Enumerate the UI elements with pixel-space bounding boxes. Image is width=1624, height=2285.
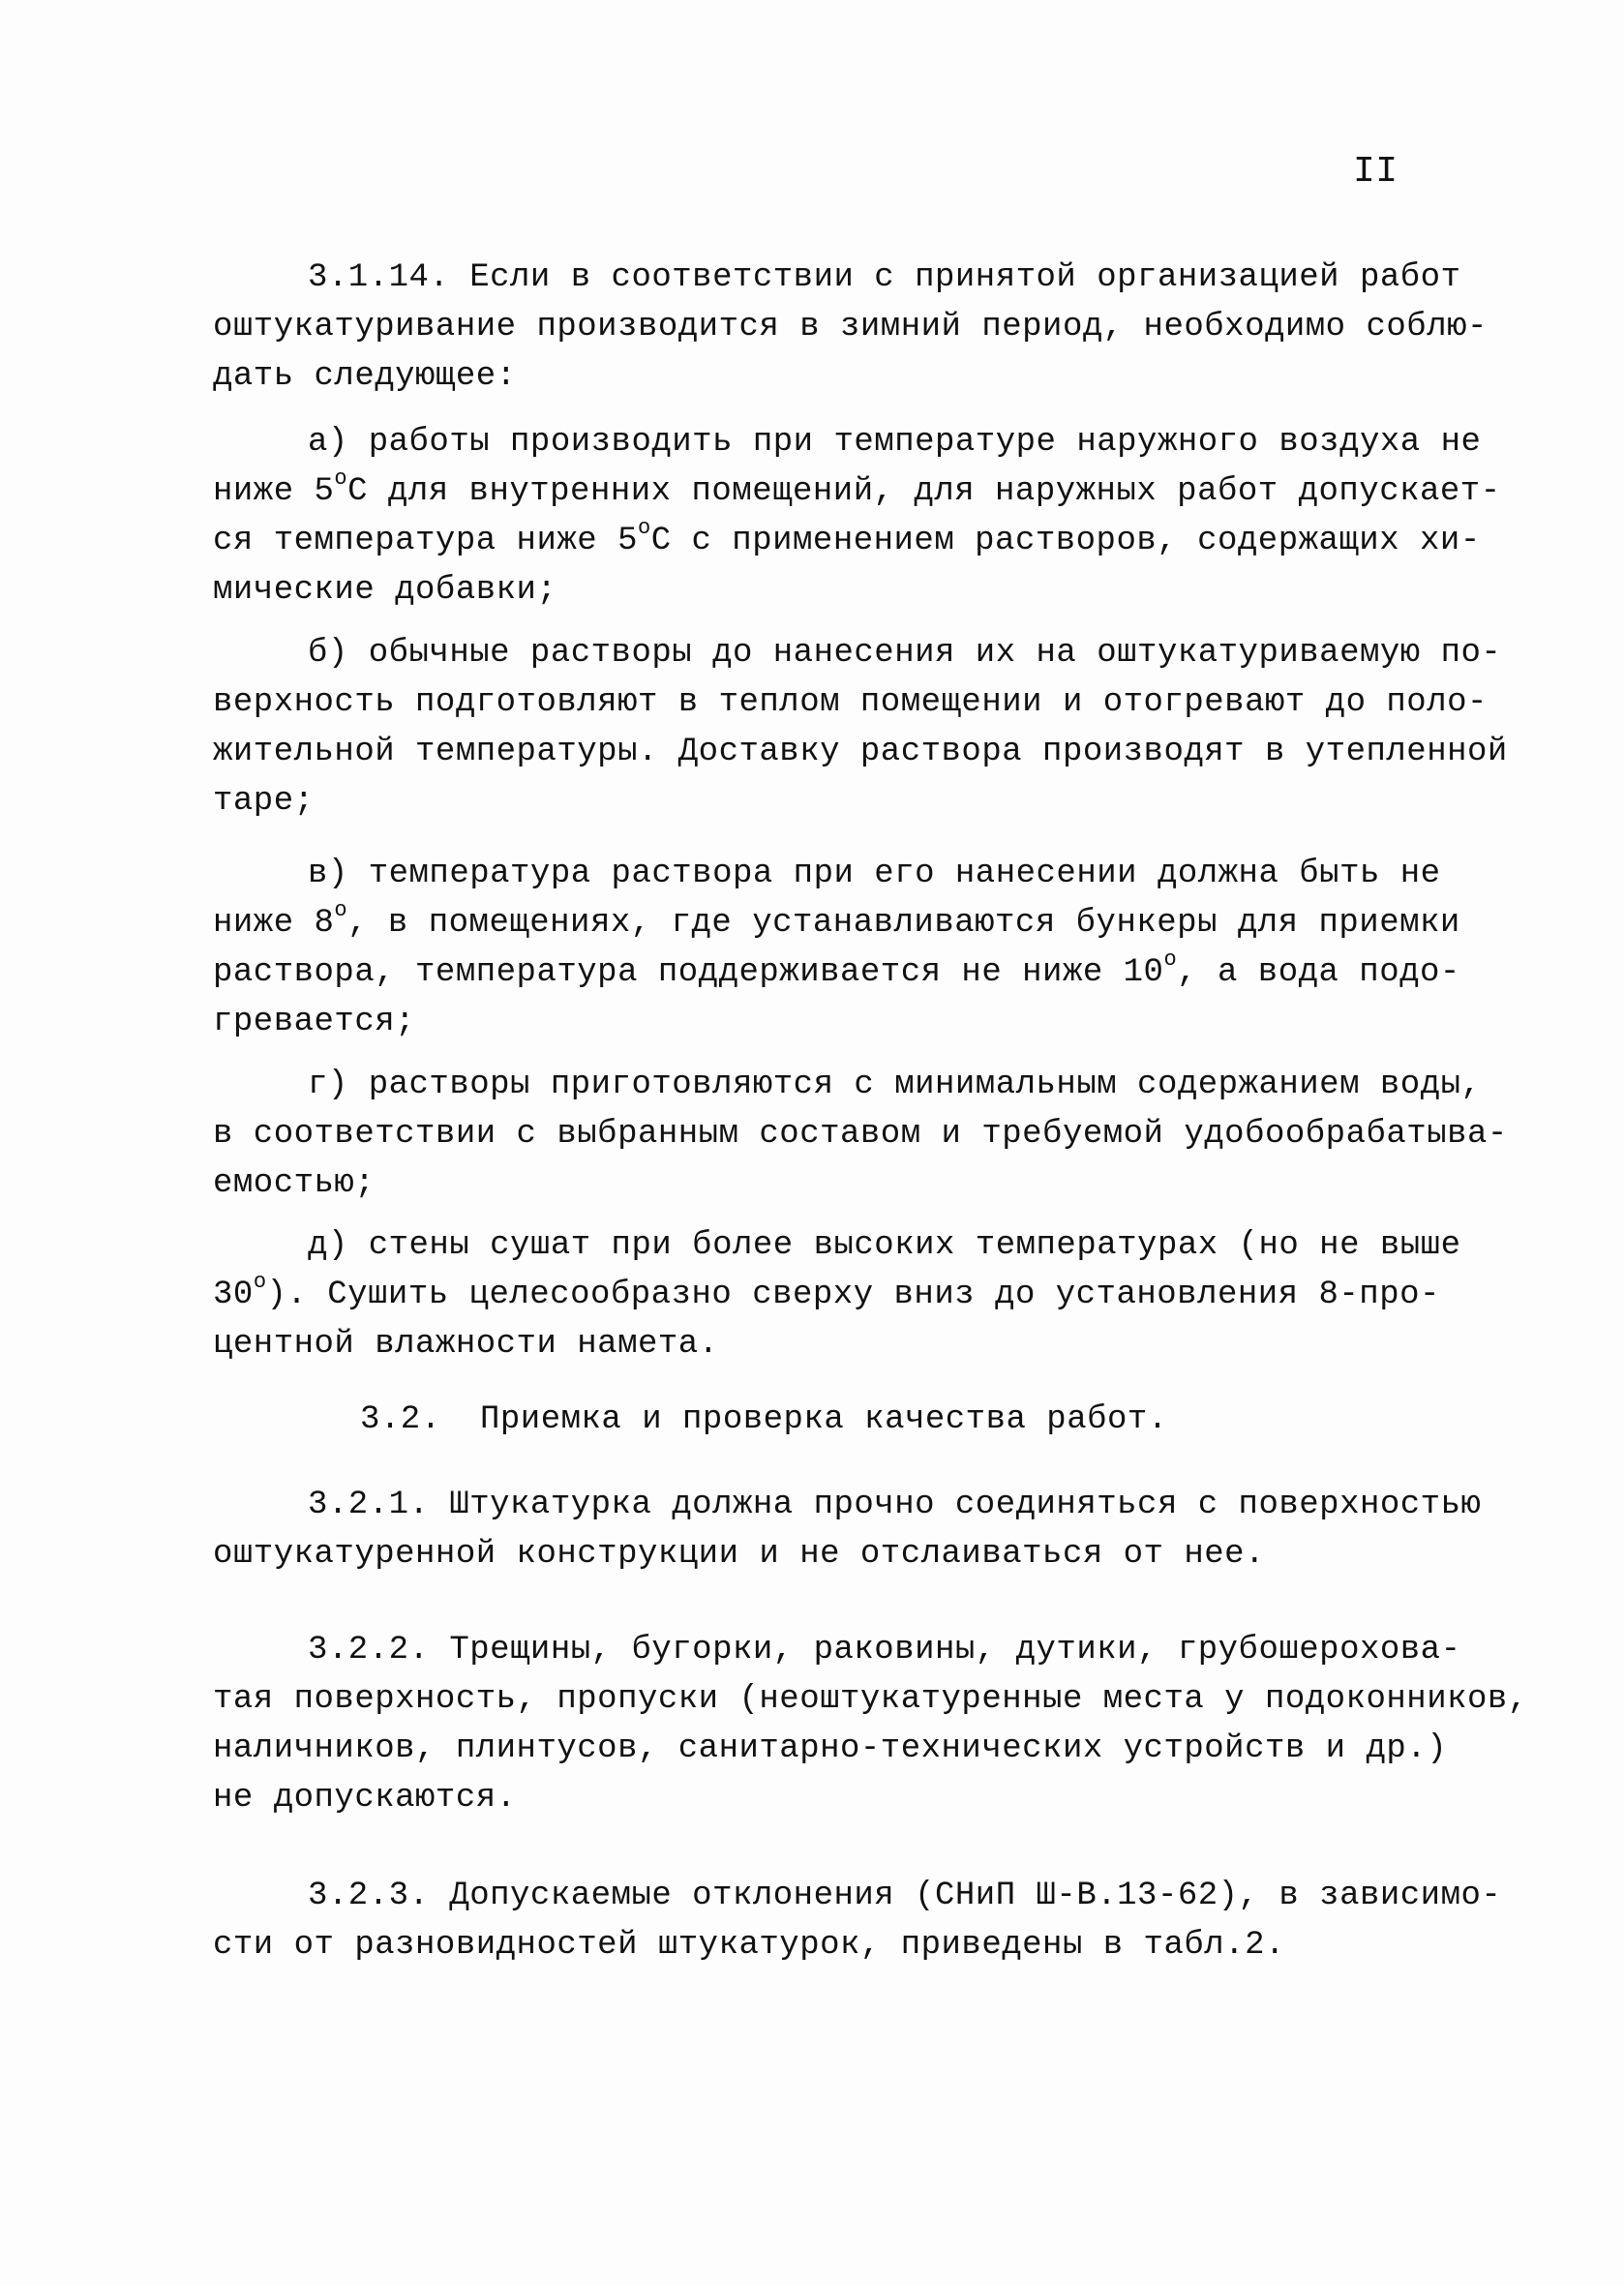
text-line: наличников, плинтусов, санитарно-технических устройств и др.) (213, 1730, 1448, 1767)
paragraph-3-2-3 (213, 1872, 1502, 1970)
text-line: 3.1.14. Если в соответствии с принятой организацией работ (308, 259, 1461, 296)
text-line: тая поверхность, пропуски (неоштукатуренные места у подоконников, (213, 1681, 1528, 1718)
paragraph-item-b (213, 629, 1508, 827)
text-line: 3.2.3. Допускаемые отклонения (СНиП Ш-В.13-62), в зависимо- (308, 1878, 1502, 1914)
text-line: емостью; (213, 1165, 376, 1202)
text-line: г) растворы приготовляются с минимальным содержанием воды, (308, 1067, 1482, 1103)
section-title: Приемка и проверка качества работ. (480, 1401, 1168, 1438)
text-line: а) работы производить при температуре наружного воздуха не (308, 424, 1482, 461)
degree-mark: о (334, 897, 348, 922)
page-number: II (1353, 151, 1398, 193)
degree-mark: о (334, 466, 348, 491)
text-line: гревается; (213, 1004, 416, 1040)
text-line: $30^о$). Сушить целесообразно сверху вниз до установления 8-про- (213, 1269, 1440, 1313)
paragraph-3-1-14 (213, 254, 1488, 402)
degree-mark: о (637, 515, 651, 540)
text-line: б) обычные растворы до нанесения их на оштукатуриваемую по- (308, 635, 1502, 672)
text-line: в) температура раствора при его нанесении должна быть не (308, 856, 1441, 892)
text-line: оштукатуренной конструкции и не отслаиваться от нее. (213, 1536, 1265, 1573)
text-line: жительной температуры. Доставку раствора производят в утепленной (213, 734, 1508, 770)
degree-mark: о (253, 1269, 267, 1294)
paragraph-item-d (213, 1221, 1461, 1369)
paragraph-item-a (213, 418, 1501, 616)
paragraph-3-2-1 (213, 1481, 1482, 1579)
text-line: раствора, температура поддерживается не ниже $10^о$, а вода подо- (213, 947, 1460, 991)
text-line: в соответствии с выбранным составом и требуемой удобообрабатыва- (213, 1116, 1508, 1153)
paragraph-3-2-2 (213, 1626, 1528, 1823)
text-line: дать следующее: (213, 358, 517, 395)
paragraph-item-v (213, 850, 1460, 1047)
text-line: ниже $8^о$, в помещениях, где устанавливаются бункеры для приемки (213, 897, 1460, 942)
text-line: д) стены сушат при более высоких температурах (но не выше (308, 1227, 1461, 1264)
paragraph-item-g (213, 1061, 1508, 1209)
text-line: мические добавки; (213, 572, 557, 609)
text-line: сти от разновидностей штукатурок, приведены в табл.2. (213, 1927, 1285, 1964)
section-number: 3.2. (360, 1401, 441, 1438)
text-line: центной влажности намета. (213, 1326, 719, 1363)
degree-mark: о (1163, 947, 1178, 972)
text-line: 3.2.1. Штукатурка должна прочно соединяться с поверхностью (308, 1487, 1482, 1523)
text-line: верхность подготовляют в теплом помещении и отогревают до поло- (213, 684, 1488, 721)
text-line: ниже $5^оС$ для внутренних помещений, для наружных работ допускает- (213, 466, 1501, 510)
section-heading-3-2 (360, 1401, 1168, 1438)
text-line: таре; (213, 783, 315, 820)
text-line: не допускаются. (213, 1780, 517, 1817)
text-line: оштукатуривание производится в зимний период, необходимо соблю- (213, 309, 1488, 346)
text-line: ся температура ниже $5^оС$ с применением растворов, содержащих хи- (213, 515, 1481, 559)
text-line: 3.2.2. Трещины, бугорки, раковины, дутики, грубошерохова- (308, 1632, 1461, 1669)
